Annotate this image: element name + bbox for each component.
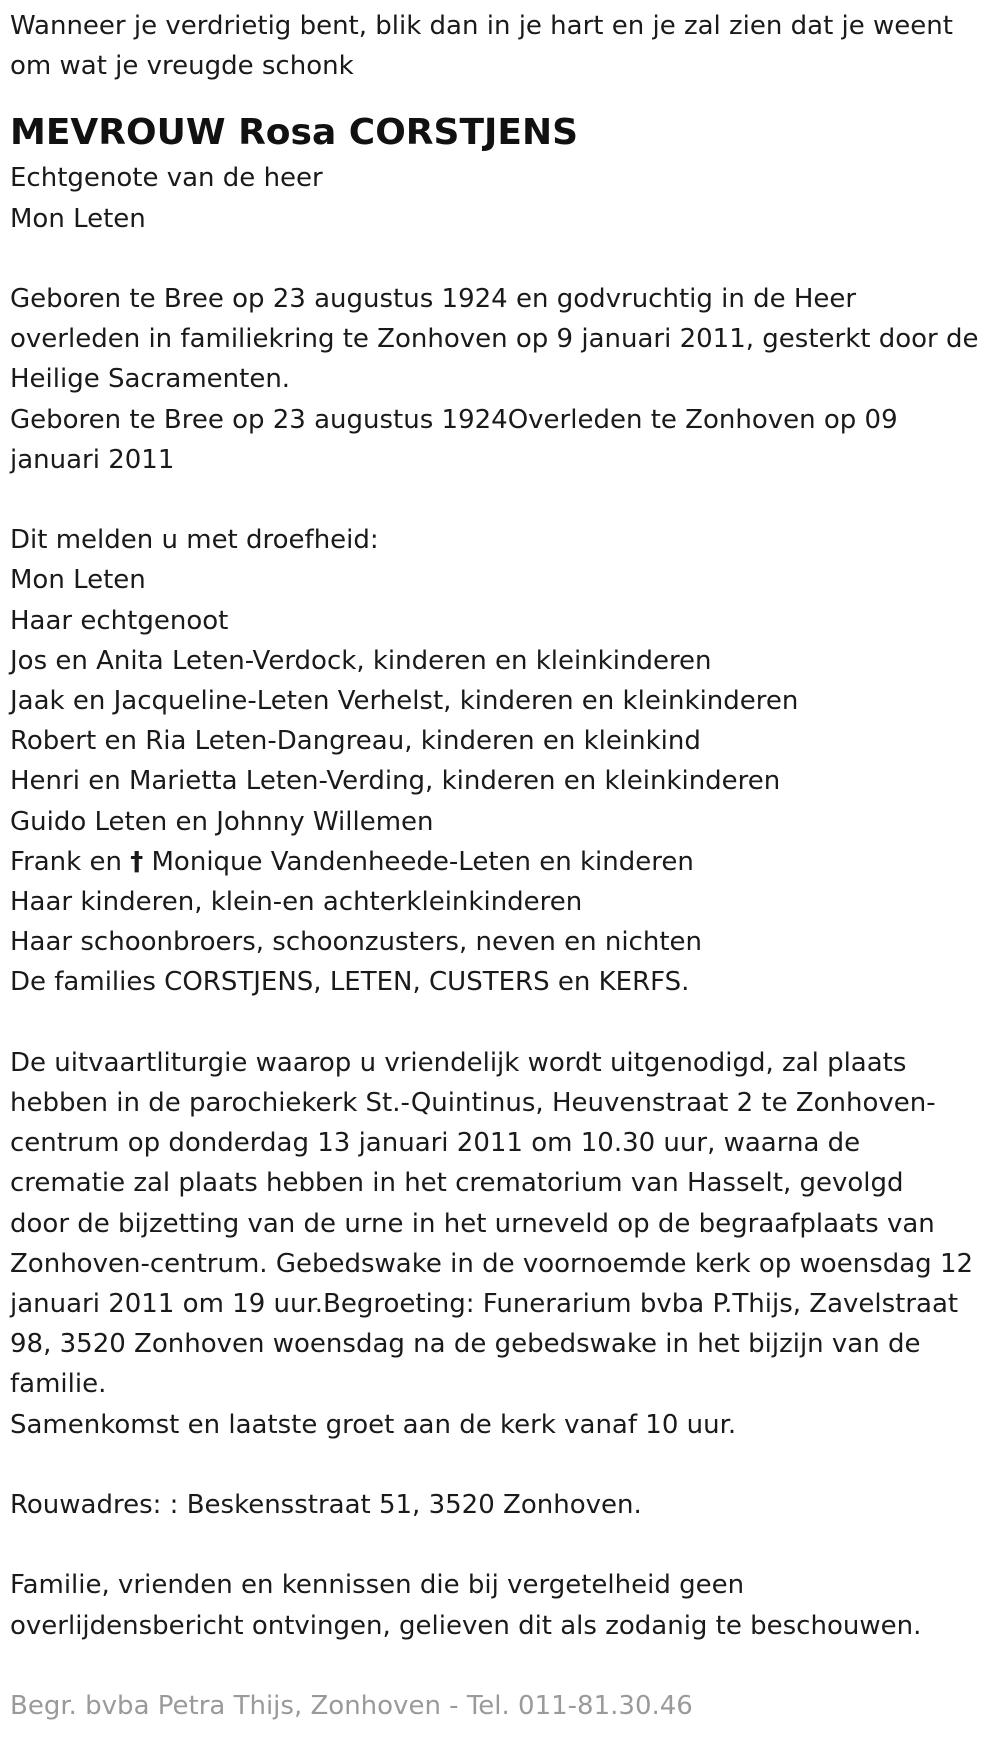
cross-icon: † [130, 846, 144, 877]
funeral-line: familie. [10, 1369, 107, 1400]
birth-death-line: Geboren te Bree op 23 augustus 1924Overleden te Zonhoven op 09 [10, 404, 898, 435]
quote-line: om wat je vreugde schonk [10, 51, 354, 82]
funeral-line: Zonhoven-centrum. Gebedswake in de voornoemde kerk op woensdag 12 [10, 1248, 974, 1279]
frank-after: Monique Vandenheede-Leten en kinderen [151, 846, 694, 877]
announcer-line: Haar kinderen, klein-en achterkleinkinderen [10, 887, 583, 918]
funeral-line: door de bijzetting van de urne in het urneveld op de begraafplaats van [10, 1208, 935, 1239]
announcer-line-frank [10, 842, 995, 882]
funeral-line: 98, 3520 Zonhoven woensdag na de gebedswake in het bijzijn van de [10, 1329, 921, 1360]
announcer-line: Jos en Anita Leten-Verdock, kinderen en kleinkinderen [10, 645, 712, 676]
birth-death-line: Geboren te Bree op 23 augustus 1924 en godvruchtig in de Heer [10, 284, 857, 314]
announcer-line: Henri en Marietta Leten-Verding, kinderen en kleinkinderen [10, 766, 781, 797]
announcers-block [10, 520, 995, 1002]
death-notice [10, 6, 995, 1726]
notice-line: Familie, vrienden en kennissen die bij vergetelheid geen [10, 1570, 745, 1601]
funeral-line: hebben in de parochiekerk St.-Quintinus, Heuvenstraat 2 te Zonhoven- [10, 1088, 936, 1119]
announcer-line: De families CORSTJENS, LETEN, CUSTERS en KERFS. [10, 967, 690, 998]
birth-death-line: januari 2011 [10, 444, 175, 475]
funeral-line: De uitvaartliturgie waarop u vriendelijk wordt uitgenodigd, zal plaats [10, 1047, 907, 1078]
deceased-name: MEVROUW Rosa CORSTJENS [10, 112, 579, 154]
announcers-intro: Dit melden u met droefheid: [10, 525, 379, 556]
announcer-line: Robert en Ria Leten-Dangreau, kinderen en kleinkind [10, 726, 701, 757]
mourning-address: Rouwadres: : Beskensstraat 51, 3520 Zonhoven. [10, 1490, 642, 1521]
notice-block [10, 1565, 995, 1645]
birth-death-block [10, 279, 995, 480]
announcer-line: Guido Leten en Johnny Willemen [10, 806, 434, 837]
quote-block [10, 6, 995, 86]
birth-death-line: overleden in familiekring te Zonhoven op 9 januari 2011, gesterkt door de [10, 324, 979, 355]
relation-line: Echtgenote van de heer [10, 163, 323, 194]
funeral-line: centrum op donderdag 13 januari 2011 om 10.30 uur, waarna de [10, 1128, 861, 1159]
funeral-line: januari 2011 om 19 uur.Begroeting: Funerarium bvba P.Thijs, Zavelstraat [10, 1289, 959, 1320]
funeral-block [10, 1043, 995, 1445]
announcer-line: Haar echtgenoot [10, 605, 229, 636]
relation-line: Mon Leten [10, 203, 146, 234]
funeral-home-footer: Begr. bvba Petra Thijs, Zonhoven - Tel. 011-81.30.46 [10, 1691, 693, 1722]
funeral-line: Samenkomst en laatste groet aan de kerk vanaf 10 uur. [10, 1409, 737, 1440]
relation-block [10, 158, 995, 238]
announcer-line: Jaak en Jacqueline-Leten Verhelst, kinderen en kleinkinderen [10, 686, 799, 717]
funeral-line: crematie zal plaats hebben in het crematorium van Hasselt, gevolgd [10, 1168, 904, 1199]
announcer-line: Mon Leten [10, 565, 146, 596]
birth-death-line: Heilige Sacramenten. [10, 364, 291, 395]
frank-before: Frank en [10, 846, 122, 877]
notice-line: overlijdensbericht ontvingen, gelieven dit als zodanig te beschouwen. [10, 1610, 922, 1641]
announcer-line: Haar schoonbroers, schoonzusters, neven en nichten [10, 927, 702, 958]
quote-line: Wanneer je verdrietig bent, blik dan in je hart en je zal zien dat je weent [10, 11, 953, 41]
